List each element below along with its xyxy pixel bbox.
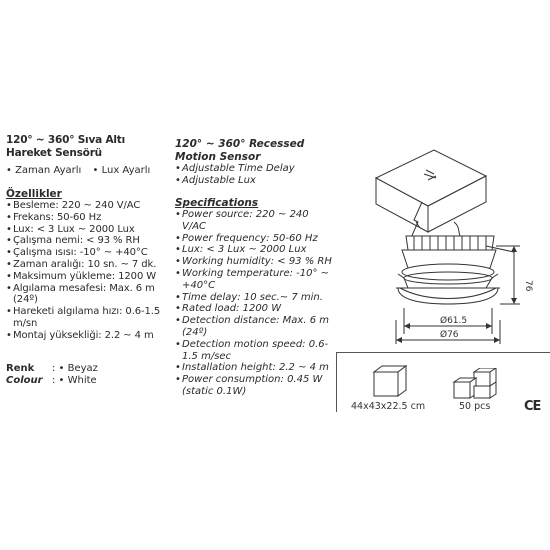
tr-spec-item: • Frekans: 50-60 Hz: [6, 212, 168, 224]
tr-spec-item: • Algılama mesafesi: Max. 6 m (24º): [6, 283, 168, 307]
packaging-divider-vertical: [336, 352, 337, 412]
en-spec-item: • Detection motion speed: 0.6-1.5 m/sec: [175, 339, 333, 363]
tr-spec-item: • Zaman aralığı: 10 sn. ~ 7 dk.: [6, 259, 168, 271]
tr-color-label: Renk: [6, 363, 35, 374]
tr-bullet-lux: • Lux Ayarlı: [92, 165, 151, 176]
ce-mark: CE: [524, 399, 541, 414]
en-feature-bullets: [175, 163, 335, 187]
tr-spec-item: • Montaj yüksekliği: 2.2 ~ 4 m: [6, 330, 168, 342]
box-icon: [368, 364, 410, 398]
en-spec-item: • Rated load: 1200 W: [175, 303, 333, 315]
driver-box: [376, 150, 486, 232]
tr-color-value: : • Beyaz: [52, 363, 98, 374]
tr-spec-item: • Maksimum yükleme: 1200 W: [6, 271, 168, 283]
sensor-body: [396, 246, 514, 304]
carton-pack-icon: [452, 368, 498, 400]
box-quantity-label: 50 pcs: [459, 401, 491, 412]
tr-spec-list: [6, 200, 168, 342]
tr-spec-item: • Hareketi algılama hızı: 0.6-1.5 m/sn: [6, 306, 168, 330]
en-spec-item: • Detection distance: Max. 6 m (24º): [175, 315, 333, 339]
tr-spec-item: • Lux: < 3 Lux ~ 2000 Lux: [6, 224, 168, 236]
en-spec-item: • Time delay: 10 sec.~ 7 min.: [175, 292, 333, 304]
en-spec-item: • Power source: 220 ~ 240 V/AC: [175, 209, 333, 233]
tr-spec-item: • Çalışma nemi: < 93 % RH: [6, 235, 168, 247]
packaging-divider-horizontal: [336, 352, 550, 353]
en-spec-item: • Power frequency: 50-60 Hz: [175, 233, 333, 245]
tr-color-row: [6, 363, 98, 375]
en-color-row: [6, 375, 97, 387]
sensor-technical-drawing: [336, 128, 550, 350]
tr-product-title: 120° ~ 360° Sıva Altı Hareket Sensörü: [6, 134, 125, 159]
en-spec-item: • Power consumption: 0.45 W (static 0.1W): [175, 374, 333, 398]
en-specs-heading: Specifications: [175, 197, 259, 209]
dim-height-label: 76: [523, 280, 533, 292]
tr-bullet-time: • Zaman Ayarlı: [6, 165, 82, 176]
box-size-label: 44x43x22.5 cm: [351, 401, 426, 412]
en-bullet-time: • Adjustable Time Delay: [175, 163, 335, 175]
en-color-value: : • White: [52, 375, 97, 386]
tr-spec-item: • Besleme: 220 ~ 240 V/AC: [6, 200, 168, 212]
en-spec-item: • Installation height: 2.2 ~ 4 m: [175, 362, 333, 374]
tr-spec-item: • Çalışma ısısı: -10° ~ +40°C: [6, 247, 168, 259]
en-color-label: Colour: [6, 375, 43, 386]
en-spec-item: • Working temperature: -10° ~ +40°C: [175, 268, 333, 292]
en-bullet-lux: • Adjustable Lux: [175, 175, 335, 187]
dim-inner-label: Ø61.5: [440, 316, 468, 326]
en-spec-item: • Lux: < 3 Lux ~ 2000 Lux: [175, 244, 333, 256]
en-spec-item: • Working humidity: < 93 % RH: [175, 256, 333, 268]
sensor-ribs: [406, 236, 494, 250]
en-product-title: 120° ~ 360° Recessed Motion Sensor: [175, 138, 305, 163]
tr-feature-bullets: [6, 164, 166, 177]
dim-outer-label: Ø76: [440, 330, 459, 340]
tr-specs-heading: Özellikler: [6, 188, 62, 200]
en-spec-list: [175, 209, 333, 398]
